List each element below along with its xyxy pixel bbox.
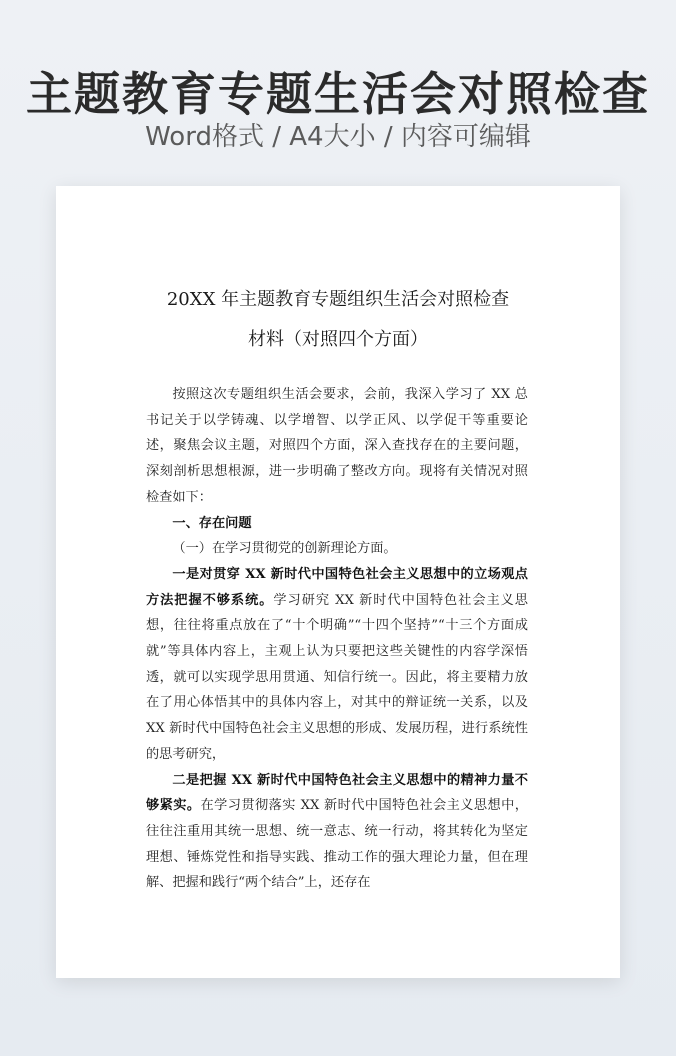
subsection-heading: （一）在学习贯彻党的创新理论方面。 [172, 541, 397, 557]
paragraph-1 [146, 562, 528, 768]
page-subtitle: Word格式 / A4大小 / 内容可编辑 [145, 122, 531, 152]
paragraph-2-lead: 二是把握 XX 新时代中国特色社会主义思想中的精神力量不够紧实。 [146, 772, 528, 814]
section-heading: 一、存在问题 [172, 515, 252, 531]
document-title-line2: 材料（对照四个方面） [248, 329, 428, 350]
paragraph-1-text: 学习研究 XX 新时代中国特色社会主义思想，往往将重点放在了“十个明确”“十四个坚持”“十三个方面成就”等具体内容上，主观上认为只要把这些关键性的内容学深悟透，就可以实现学思用贯通、知信行统一。因此，将主要精力放在了用心体悟其中的具体内容上，对其中的辩证统一关系，以及 XX 新时代中国特色社会主义思想的形成、发展历程，进行系统性的思考研究， [146, 592, 528, 762]
document-body [146, 382, 528, 896]
intro-paragraph: 按照这次专题组织生活会要求，会前，我深入学习了 XX 总书记关于以学铸魂、以学增智、以学正风、以学促干等重要论述，聚焦会议主题，对照四个方面，深入查找存在的主要问题，深刻剖析思想根源，进一步明确了整改方向。现将有关情况对照检查如下： [146, 387, 528, 505]
paragraph-2 [146, 768, 528, 897]
page-title: 主题教育专题生活会对照检查 [26, 67, 650, 121]
document-title-line1: 20XX 年主题教育专题组织生活会对照检查 [166, 289, 510, 310]
document-page [56, 186, 620, 978]
paragraph-2-text: 在学习贯彻落实 XX 新时代中国特色社会主义思想中，往往注重用其统一思想、统一意志、统一行动，将其转化为坚定理想、锤炼党性和指导实践、推动工作的强大理论力量，但在理解、把握和践行“两个结合”上，还存在 [146, 798, 528, 891]
paragraph-1-lead: 一是对贯穿 XX 新时代中国特色社会主义思想中的立场观点方法把握不够系统。 [146, 566, 528, 608]
